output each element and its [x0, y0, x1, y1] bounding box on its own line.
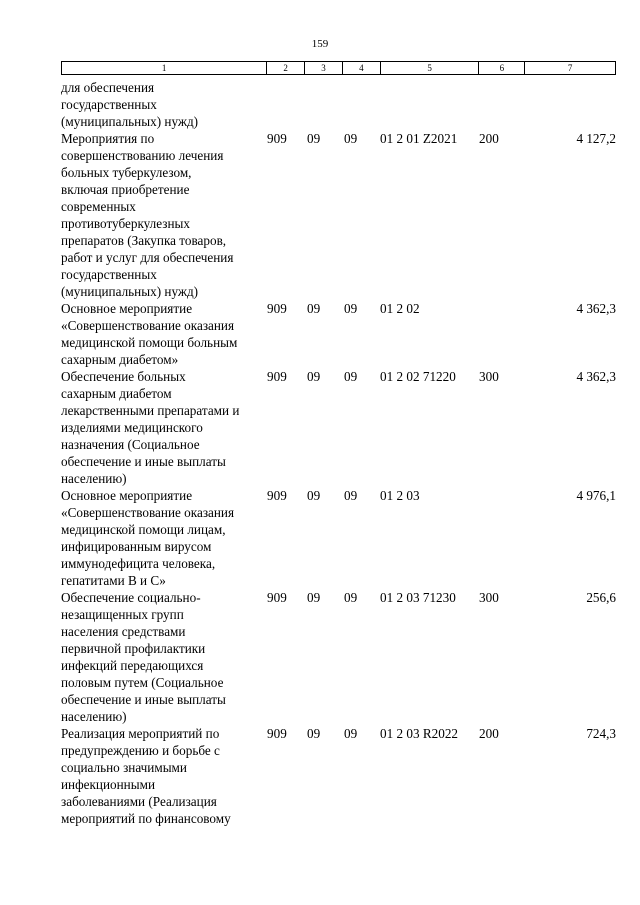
row-name: для обеспечения государственных (муниципальных) нужд)	[61, 80, 199, 129]
row-col-3: 09	[307, 590, 321, 605]
row-col-3: 09	[307, 131, 321, 146]
row-col-4: 09	[344, 301, 358, 316]
row-col-7: 4 362,3	[576, 301, 616, 316]
row-col-2: 909	[267, 301, 287, 316]
row-col-3	[304, 79, 342, 130]
row-name: Основное мероприятие «Совершенствование оказания медицинской помощи лицам, инфицированным вирусом иммунодефицита человека, гепатитами В и С»	[61, 488, 235, 588]
row-col-4	[342, 79, 380, 130]
row-col-2	[266, 79, 304, 130]
row-col-7: 4 362,3	[576, 369, 616, 384]
table-row	[61, 368, 616, 487]
header-col-2: 2	[266, 62, 304, 74]
row-name: Основное мероприятие «Совершенствование оказания медицинской помощи больным сахарным диабетом»	[61, 301, 238, 367]
row-col-5	[380, 79, 479, 130]
table-row	[61, 130, 616, 300]
row-col-3: 09	[307, 301, 321, 316]
row-name: Обеспечение больных сахарным диабетом лекарственными препаратами и изделиями медицинского назначения (Социальное обеспечение и иные выплаты населению)	[61, 369, 240, 486]
row-col-5: 01 2 02 71220	[380, 369, 456, 384]
row-col-4: 09	[344, 131, 358, 146]
row-col-5: 01 2 03	[380, 488, 420, 503]
row-col-4: 09	[344, 590, 358, 605]
table-row	[61, 79, 616, 130]
row-col-4: 09	[344, 726, 358, 741]
row-col-2: 909	[267, 590, 287, 605]
row-col-3: 09	[307, 369, 321, 384]
row-col-7: 724,3	[586, 726, 616, 741]
table-row	[61, 589, 616, 725]
row-name: Обеспечение социально- незащищенных групп населения средствами первичной профилактики инфекций передающихся половым путем (Социальное обеспечение и иные выплаты населению)	[61, 590, 226, 724]
row-col-5: 01 2 03 R2022	[380, 726, 459, 741]
header-col-1: 1	[161, 63, 167, 73]
row-col-5: 01 2 03 71230	[380, 590, 456, 605]
row-col-6: 200	[479, 726, 499, 741]
row-col-6: 300	[479, 369, 499, 384]
row-name: Мероприятия по совершенствованию лечения больных туберкулезом, включая приобретение современных противотуберкулезных препаратов (Закупка товаров, работ и услуг для обеспечения государственных (муниципальных) нужд)	[61, 131, 234, 299]
table-body	[61, 79, 616, 827]
table-row	[61, 487, 616, 589]
row-col-4: 09	[344, 369, 358, 384]
table-header	[61, 61, 616, 75]
row-col-7: 4 976,1	[576, 488, 616, 503]
row-col-3: 09	[307, 488, 321, 503]
row-col-7	[525, 79, 616, 130]
row-col-5: 01 2 01 Z2021	[380, 131, 458, 146]
row-col-6	[479, 79, 525, 130]
table-row	[61, 300, 616, 368]
row-name: Реализация мероприятий по предупреждению и борьбе с социально значимыми инфекционными заболеваниями (Реализация мероприятий по финансовому	[61, 726, 231, 826]
row-col-7: 4 127,2	[576, 131, 616, 146]
header-col-7: 7	[524, 62, 615, 74]
row-col-2: 909	[267, 726, 287, 741]
row-col-7: 256,6	[586, 590, 616, 605]
header-col-3: 3	[304, 62, 342, 74]
row-col-2: 909	[267, 131, 287, 146]
row-col-5: 01 2 02	[380, 301, 420, 316]
row-col-6: 200	[479, 131, 499, 146]
header-col-5: 5	[380, 62, 479, 74]
row-col-4: 09	[344, 488, 358, 503]
row-col-6: 300	[479, 590, 499, 605]
row-col-2: 909	[267, 369, 287, 384]
row-col-6	[479, 300, 525, 368]
row-col-2: 909	[267, 488, 287, 503]
table-row	[61, 725, 616, 827]
header-col-6: 6	[478, 62, 524, 74]
page-number: 159	[311, 38, 329, 50]
row-col-6	[479, 487, 525, 589]
row-col-3: 09	[307, 726, 321, 741]
header-col-4: 4	[342, 62, 380, 74]
